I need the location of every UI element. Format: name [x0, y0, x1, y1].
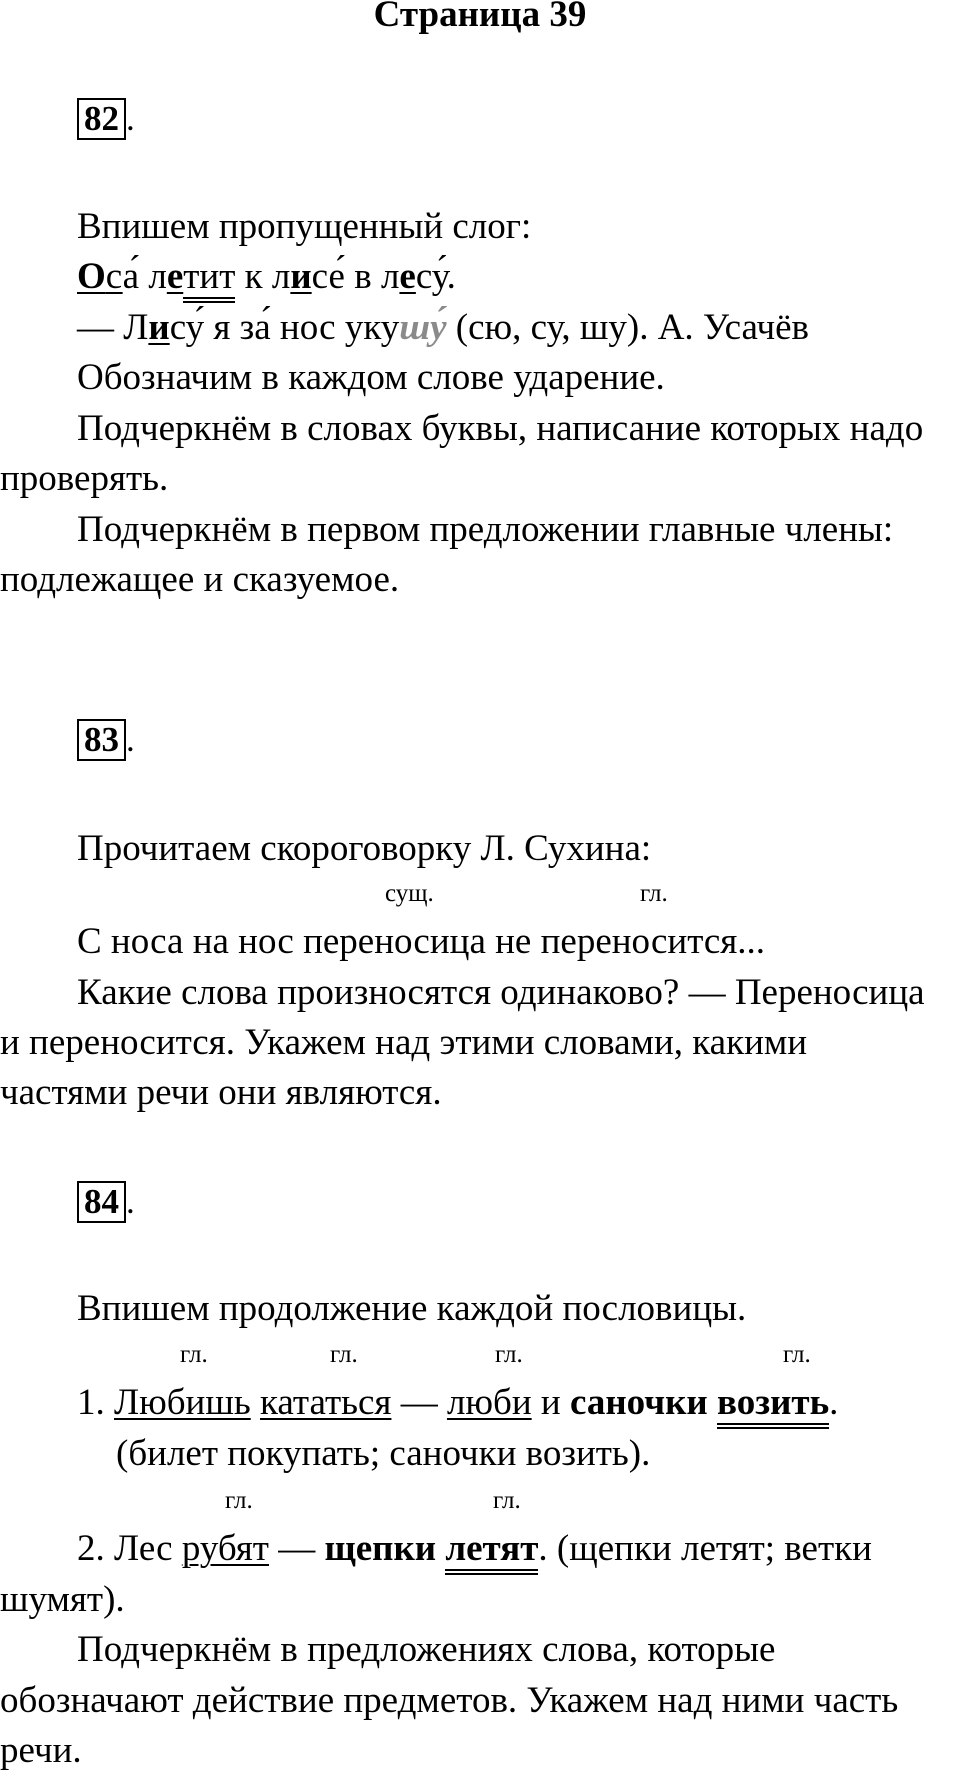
ex82-task-2a: Подчеркнём в словах буквы, написание которых надо — [77, 408, 924, 449]
exercise-83-number: 83 . — [77, 719, 135, 761]
ex82-task-3a: Подчеркнём в первом предложении главные члены: — [77, 509, 894, 550]
ex82-sentence-2: — Лису́ я за́ нос укушу́ (сю, су, шу). А. Усачёв — [77, 307, 809, 348]
exercise-84-number: 84 . — [77, 1181, 135, 1223]
ex84-label-3: гл. — [495, 1341, 523, 1368]
ex82-task-3b: подлежащее и сказуемое. — [0, 559, 400, 600]
exercise-number-box: 84 — [77, 1181, 126, 1223]
ex83-label-noun: сущ. — [385, 880, 434, 907]
ex82-task-2b: проверять. — [0, 458, 169, 499]
ex84-label-1: гл. — [180, 1341, 208, 1368]
exercise-number-box: 82 — [77, 98, 126, 140]
ex84-task-b: обозначают действие предметов. Укажем над ними часть — [0, 1680, 899, 1721]
ex83-answer-a: Какие слова произносятся одинаково? — Переносица — [77, 972, 925, 1013]
ex84-label-5: гл. — [225, 1487, 253, 1514]
ex84-task-c: речи. — [0, 1730, 82, 1771]
ex84-options-1: (билет покупать; саночки возить). — [116, 1433, 651, 1474]
ex84-proverb-1: 1. Любишь кататься — люби и саночки возить. — [77, 1384, 838, 1421]
ex84-label-2: гл. — [330, 1341, 358, 1368]
ex84-proverb-2-cont: шумят). — [0, 1579, 125, 1620]
ex83-label-verb: гл. — [640, 880, 668, 907]
ex82-sentence-1: Оса́ летит к лисе́ в лесу́. — [77, 258, 456, 295]
ex84-proverb-2: 2. Лес рубят — щепки летят. (щепки летят; ветки — [77, 1530, 872, 1567]
ex84-task-a: Подчеркнём в предложениях слова, которые — [77, 1629, 776, 1670]
ex84-intro: Впишем продолжение каждой пословицы. — [77, 1288, 747, 1329]
exercise-number-box: 83 — [77, 719, 126, 761]
exercise-82-number: 82 . — [77, 98, 135, 140]
ex83-intro: Прочитаем скороговорку Л. Сухина: — [77, 828, 652, 869]
ex84-label-6: гл. — [493, 1487, 521, 1514]
page-title: Страница 39 — [373, 0, 587, 35]
ex83-answer-c: частями речи они являются. — [0, 1072, 442, 1113]
ex82-intro: Впишем пропущенный слог: — [77, 206, 532, 247]
ex83-tongue-twister: С носа на нос переносица не переносится... — [77, 921, 766, 962]
ex82-task-1: Обозначим в каждом слове ударение. — [77, 357, 665, 398]
ex84-label-4: гл. — [783, 1341, 811, 1368]
inserted-syllable: шу́ — [399, 307, 447, 348]
ex83-answer-b: и переносится. Укажем над этими словами, какими — [0, 1022, 808, 1063]
ex82-word-letit: летит — [148, 256, 235, 303]
